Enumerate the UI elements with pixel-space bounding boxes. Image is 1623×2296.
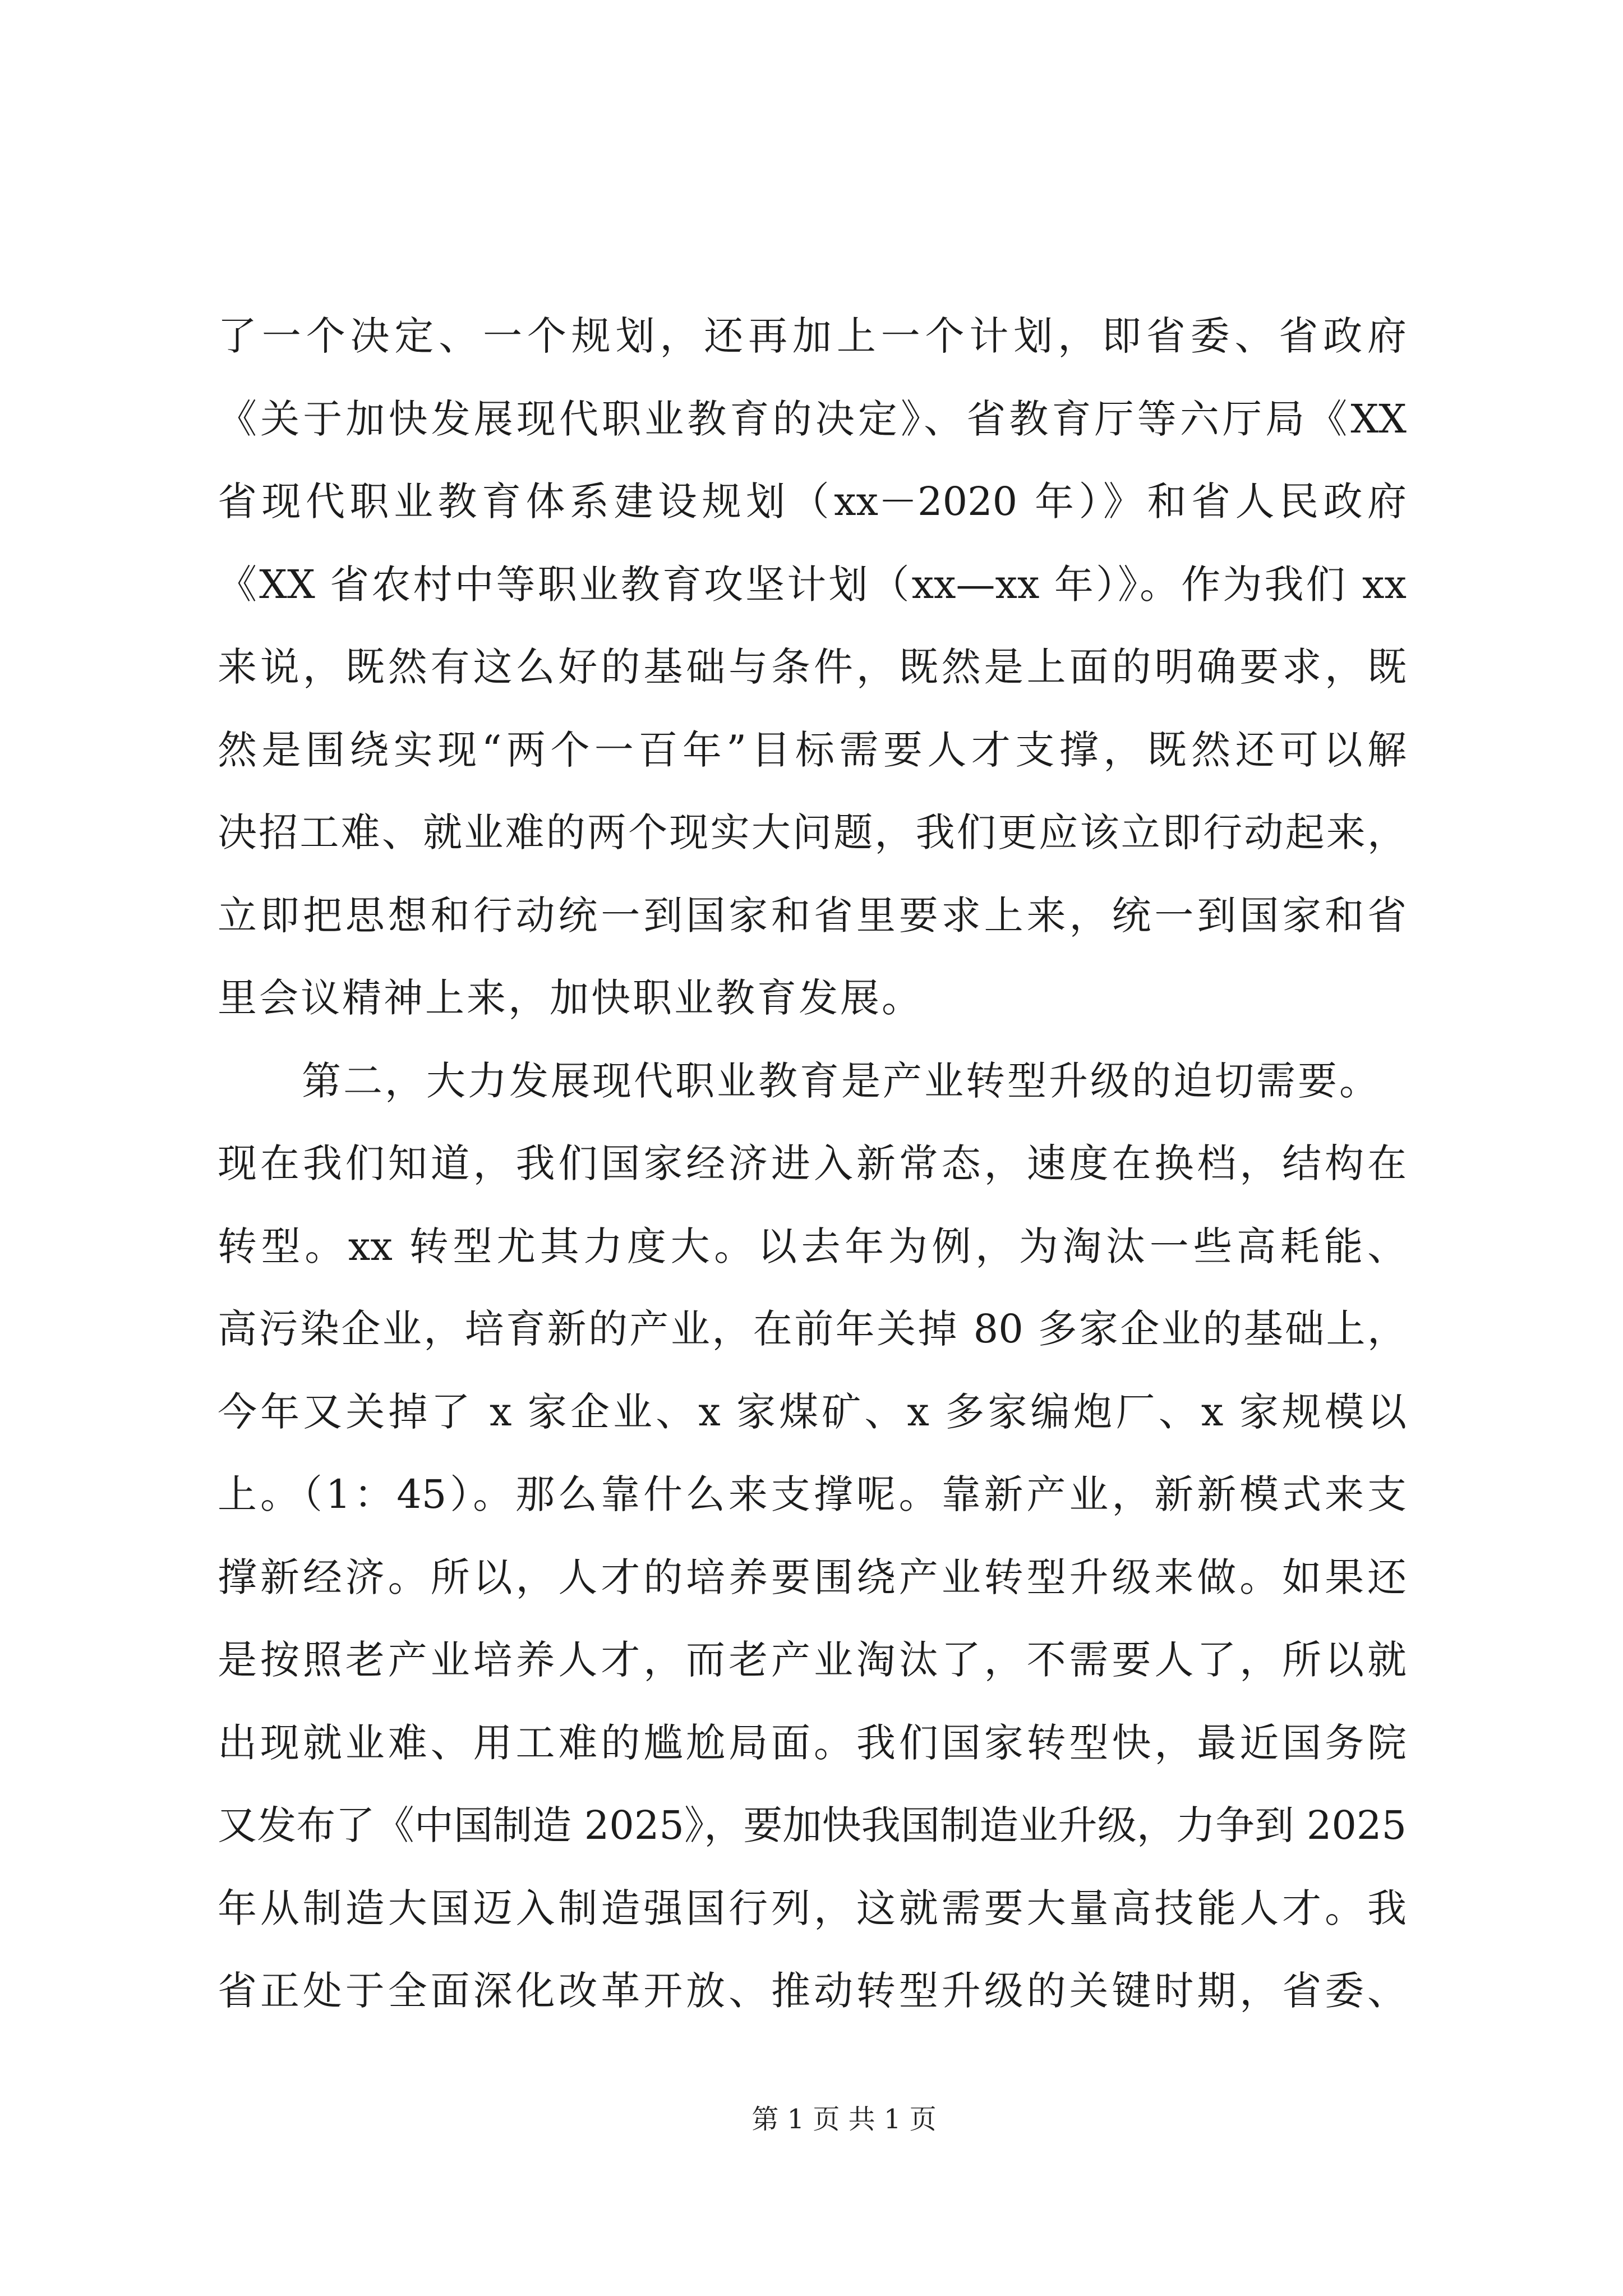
text-line: 来说，既然有这么好的基础与条件，既然是上面的明确要求，既 bbox=[218, 644, 1407, 690]
text-line: 决招工难、就业难的两个现实大问题，我们更应该立即行动起来， bbox=[218, 809, 1407, 855]
text-line: 现在我们知道，我们国家经济进入新常态，速度在换档，结构在 bbox=[218, 1140, 1407, 1186]
text-line: 上。（1：45）。那么靠什么来支撑呢。靠新产业，新新模式来支 bbox=[218, 1471, 1407, 1517]
page-footer: 第 1 页 共 1 页 bbox=[751, 2104, 937, 2135]
paragraph-second-point bbox=[218, 1040, 1407, 2033]
text-line: 高污染企业，培育新的产业，在前年关掉 80 多家企业的基础上， bbox=[218, 1306, 1407, 1352]
body-text bbox=[218, 295, 1407, 2033]
text-line: 《XX 省农村中等职业教育攻坚计划（xx—xx 年）》。作为我们 xx bbox=[218, 561, 1407, 608]
text-line: 是按照老产业培养人才，而老产业淘汰了，不需要人了，所以就 bbox=[218, 1637, 1407, 1683]
text-line: 省正处于全面深化改革开放、推动转型升级的关键时期，省委、 bbox=[218, 1968, 1407, 2014]
paragraph-continuation bbox=[218, 295, 1407, 1040]
text-line: 《关于加快发展现代职业教育的决定》、省教育厅等六厅局《XX bbox=[218, 395, 1407, 442]
text-line: 又发布了《中国制造 2025》，要加快我国制造业升级，力争到 2025 bbox=[218, 1802, 1407, 1848]
text-line: 了一个决定、一个规划，还再加上一个计划，即省委、省政府 bbox=[218, 313, 1407, 359]
text-line: 然是围绕实现“两个一百年”目标需要人才支撑，既然还可以解 bbox=[218, 726, 1407, 773]
text-line: 省现代职业教育体系建设规划（xx－2020 年）》和省人民政府 bbox=[218, 478, 1407, 524]
text-line: 转型。xx 转型尤其力度大。以去年为例，为淘汰一些高耗能、 bbox=[218, 1223, 1407, 1269]
text-line: 今年又关掉了 x 家企业、x 家煤矿、x 多家编炮厂、x 家规模以 bbox=[218, 1388, 1407, 1435]
text-line: 出现就业难、用工难的尴尬局面。我们国家转型快，最近国务院 bbox=[218, 1719, 1407, 1766]
text-line: 里会议精神上来，加快职业教育发展。 bbox=[218, 975, 923, 1021]
text-line: 撑新经济。所以，人才的培养要围绕产业转型升级来做。如果还 bbox=[218, 1554, 1407, 1600]
text-line: 年从制造大国迈入制造强国行列，这就需要大量高技能人才。我 bbox=[218, 1885, 1407, 1931]
text-line: 立即把思想和行动统一到国家和省里要求上来，统一到国家和省 bbox=[218, 892, 1407, 938]
paragraph-heading-line: 第二，大力发展现代职业教育是产业转型升级的迫切需要。 bbox=[302, 1057, 1381, 1104]
